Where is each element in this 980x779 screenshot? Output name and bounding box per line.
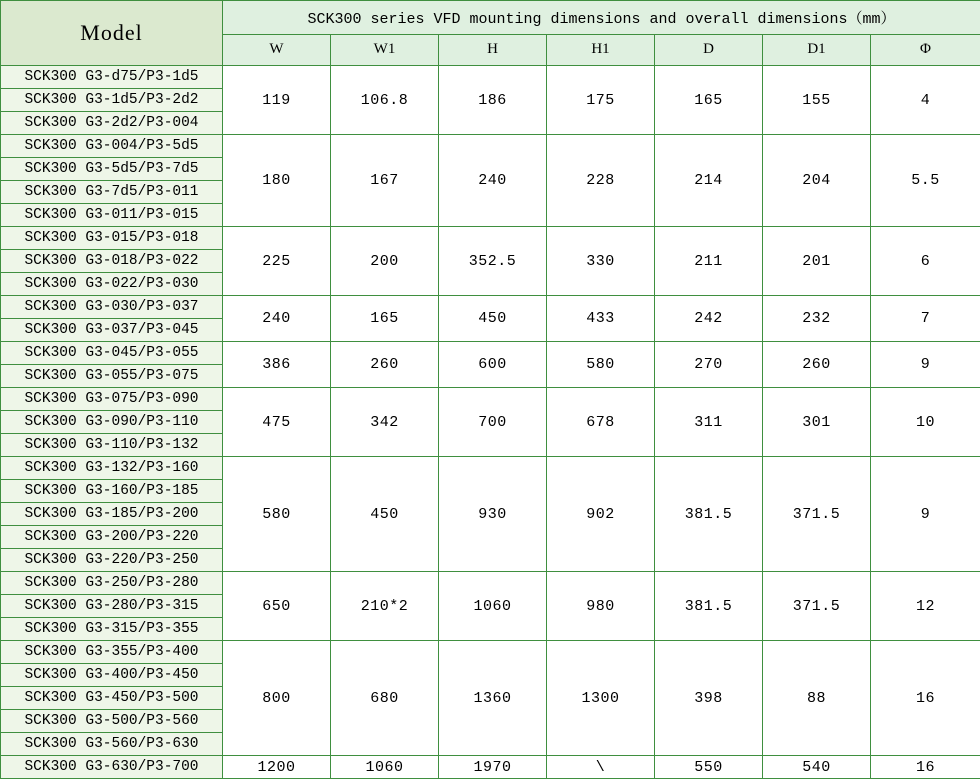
table-row — [1, 227, 980, 250]
value-w1: 680 — [331, 641, 439, 756]
value-d: 381.5 — [655, 572, 763, 641]
model-label: SCK300 G3-160/P3-185 — [1, 480, 223, 503]
value-h: 1360 — [439, 641, 547, 756]
value-h1: 980 — [547, 572, 655, 641]
value-h: 352.5 — [439, 227, 547, 296]
value-h: 186 — [439, 66, 547, 135]
value-w: 240 — [223, 296, 331, 342]
value-w: 386 — [223, 342, 331, 388]
value-phi: 16 — [871, 641, 980, 756]
value-h: 700 — [439, 388, 547, 457]
value-phi: 7 — [871, 296, 980, 342]
value-w1: 450 — [331, 457, 439, 572]
model-label: SCK300 G3-018/P3-022 — [1, 250, 223, 273]
value-d1: 204 — [763, 135, 871, 227]
value-d: 398 — [655, 641, 763, 756]
table-row — [1, 135, 980, 158]
value-w: 580 — [223, 457, 331, 572]
table-row — [1, 342, 980, 365]
column-header-h: H — [439, 34, 547, 65]
value-d: 550 — [655, 756, 763, 779]
table-row — [1, 756, 980, 779]
column-header-h1: H1 — [547, 34, 655, 65]
value-h1: 580 — [547, 342, 655, 388]
model-label: SCK300 G3-011/P3-015 — [1, 204, 223, 227]
value-d: 311 — [655, 388, 763, 457]
table-header — [1, 1, 980, 66]
model-label: SCK300 G3-132/P3-160 — [1, 457, 223, 480]
model-label: SCK300 G3-200/P3-220 — [1, 526, 223, 549]
table-row — [1, 641, 980, 664]
value-w1: 210*2 — [331, 572, 439, 641]
value-phi: 10 — [871, 388, 980, 457]
value-w1: 200 — [331, 227, 439, 296]
value-phi: 5.5 — [871, 135, 980, 227]
value-h1: 678 — [547, 388, 655, 457]
value-h1: 228 — [547, 135, 655, 227]
value-d: 211 — [655, 227, 763, 296]
value-h: 1060 — [439, 572, 547, 641]
column-header-d: D — [655, 34, 763, 65]
model-label: SCK300 G3-037/P3-045 — [1, 319, 223, 342]
model-label: SCK300 G3-220/P3-250 — [1, 549, 223, 572]
value-d: 381.5 — [655, 457, 763, 572]
model-label: SCK300 G3-015/P3-018 — [1, 227, 223, 250]
table-row — [1, 457, 980, 480]
model-column-header: Model — [1, 1, 223, 66]
model-label: SCK300 G3-7d5/P3-011 — [1, 181, 223, 204]
model-label: SCK300 G3-560/P3-630 — [1, 733, 223, 756]
value-h: 1970 — [439, 756, 547, 779]
value-phi: 6 — [871, 227, 980, 296]
model-label: SCK300 G3-1d5/P3-2d2 — [1, 89, 223, 112]
model-label: SCK300 G3-2d2/P3-004 — [1, 112, 223, 135]
model-label: SCK300 G3-045/P3-055 — [1, 342, 223, 365]
table-row — [1, 572, 980, 595]
model-label: SCK300 G3-250/P3-280 — [1, 572, 223, 595]
table-row — [1, 296, 980, 319]
value-h1: 175 — [547, 66, 655, 135]
value-d1: 540 — [763, 756, 871, 779]
value-h1: 1300 — [547, 641, 655, 756]
value-h1: 433 — [547, 296, 655, 342]
value-h1: 902 — [547, 457, 655, 572]
table-row — [1, 388, 980, 411]
value-h: 930 — [439, 457, 547, 572]
value-h: 600 — [439, 342, 547, 388]
value-h: 450 — [439, 296, 547, 342]
column-header-w: W — [223, 34, 331, 65]
model-label: SCK300 G3-090/P3-110 — [1, 411, 223, 434]
value-d: 270 — [655, 342, 763, 388]
value-h: 240 — [439, 135, 547, 227]
value-d1: 232 — [763, 296, 871, 342]
value-d1: 371.5 — [763, 572, 871, 641]
value-d1: 88 — [763, 641, 871, 756]
value-w1: 1060 — [331, 756, 439, 779]
value-d1: 155 — [763, 66, 871, 135]
value-w: 800 — [223, 641, 331, 756]
model-label: SCK300 G3-110/P3-132 — [1, 434, 223, 457]
value-w: 475 — [223, 388, 331, 457]
value-w: 180 — [223, 135, 331, 227]
value-w: 650 — [223, 572, 331, 641]
value-d1: 201 — [763, 227, 871, 296]
value-h1: \ — [547, 756, 655, 779]
model-label: SCK300 G3-055/P3-075 — [1, 365, 223, 388]
model-label: SCK300 G3-400/P3-450 — [1, 664, 223, 687]
value-phi: 9 — [871, 457, 980, 572]
value-h1: 330 — [547, 227, 655, 296]
model-label: SCK300 G3-355/P3-400 — [1, 641, 223, 664]
column-header-w1: W1 — [331, 34, 439, 65]
value-d1: 301 — [763, 388, 871, 457]
model-label: SCK300 G3-450/P3-500 — [1, 687, 223, 710]
value-w1: 165 — [331, 296, 439, 342]
model-label: SCK300 G3-030/P3-037 — [1, 296, 223, 319]
column-header-d1: D1 — [763, 34, 871, 65]
model-label: SCK300 G3-280/P3-315 — [1, 595, 223, 618]
value-d: 242 — [655, 296, 763, 342]
value-w1: 342 — [331, 388, 439, 457]
value-w: 119 — [223, 66, 331, 135]
model-label: SCK300 G3-185/P3-200 — [1, 503, 223, 526]
value-phi: 9 — [871, 342, 980, 388]
value-w: 225 — [223, 227, 331, 296]
value-w1: 167 — [331, 135, 439, 227]
value-phi: 16 — [871, 756, 980, 779]
model-label: SCK300 G3-630/P3-700 — [1, 756, 223, 779]
model-label: SCK300 G3-315/P3-355 — [1, 618, 223, 641]
table-body — [1, 66, 980, 779]
header-row-title — [1, 1, 980, 35]
value-d1: 260 — [763, 342, 871, 388]
value-d1: 371.5 — [763, 457, 871, 572]
value-d: 165 — [655, 66, 763, 135]
table-row — [1, 66, 980, 89]
model-label: SCK300 G3-5d5/P3-7d5 — [1, 158, 223, 181]
model-label: SCK300 G3-075/P3-090 — [1, 388, 223, 411]
model-label: SCK300 G3-022/P3-030 — [1, 273, 223, 296]
value-phi: 12 — [871, 572, 980, 641]
model-label: SCK300 G3-d75/P3-1d5 — [1, 66, 223, 89]
table-title: SCK300 series VFD mounting dimensions and overall dimensions（mm） — [223, 1, 980, 35]
value-phi: 4 — [871, 66, 980, 135]
value-d: 214 — [655, 135, 763, 227]
model-label: SCK300 G3-004/P3-5d5 — [1, 135, 223, 158]
value-w: 1200 — [223, 756, 331, 779]
column-header-phi: Φ — [871, 34, 980, 65]
value-w1: 260 — [331, 342, 439, 388]
model-label: SCK300 G3-500/P3-560 — [1, 710, 223, 733]
value-w1: 106.8 — [331, 66, 439, 135]
